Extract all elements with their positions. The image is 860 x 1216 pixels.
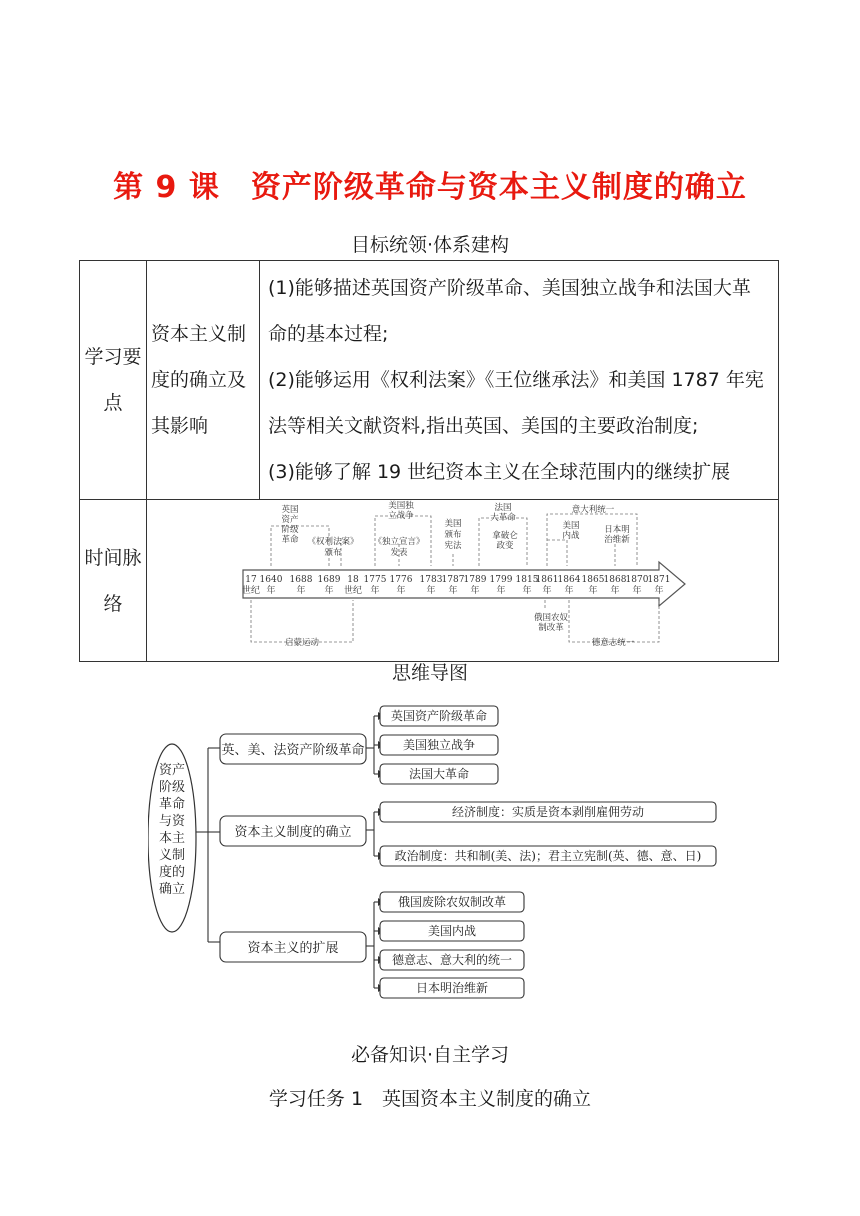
- event-bill-of-rights-0: 《权利法案》: [307, 537, 359, 547]
- timeline-tick-labels: [242, 575, 670, 596]
- event-russia-reform-1: 制改革: [538, 623, 564, 633]
- mindmap-root-line: 与资: [158, 814, 186, 829]
- key-points-content-line: 命的基本过程;: [268, 323, 389, 345]
- event-declaration-1: 发表: [390, 548, 408, 558]
- timeline-tick-year: 1815: [515, 575, 539, 585]
- key-points-label-line: 学习要: [84, 346, 142, 368]
- timeline-tick-year: 1871: [647, 575, 671, 585]
- timeline-tick-year: 1868: [603, 575, 627, 585]
- mindmap-leaf: 政治制度：共和制(美、法)；君主立宪制(英、德、意、日): [394, 849, 702, 863]
- key-points-label: [80, 261, 147, 500]
- event-us-constitution-0: 美国: [444, 519, 462, 529]
- event-english-revolution-1: 资产: [281, 515, 299, 525]
- key-points-topic-line: 资本主义制: [151, 323, 247, 345]
- timeline-tick-year: 1864: [557, 575, 581, 585]
- timeline-tick-year: 1865: [581, 575, 605, 585]
- goals-row-key-points: [80, 261, 779, 500]
- timeline-tick-unit: 年: [266, 586, 276, 596]
- timeline-events: [281, 500, 634, 648]
- timeline-tick-unit: 世纪: [343, 586, 363, 596]
- event-us-constitution-2: 宪法: [444, 541, 462, 551]
- mindmap-branch-revolutions: 英、美、法资产阶级革命: [221, 743, 365, 758]
- mindmap-branch-labels: [221, 742, 364, 956]
- event-us-civil-war-1: 内战: [562, 531, 580, 541]
- timeline-tick-unit: 年: [470, 586, 480, 596]
- timeline-tick-year: 1799: [489, 575, 513, 585]
- timeline-tick-year: 1870: [625, 575, 649, 585]
- lesson-title: 第 9 课 资产阶级革命与资本主义制度的确立: [113, 170, 747, 205]
- key-points-label-line: 点: [103, 392, 123, 414]
- goals-heading: 目标统领·体系建构: [350, 234, 510, 256]
- timeline-tick-unit: 年: [588, 586, 598, 596]
- mindmap-root-line: 资产: [158, 763, 186, 778]
- mindmap-root-line: 义制: [158, 848, 186, 863]
- mindmap-leaf: 英国资产阶级革命: [390, 709, 488, 723]
- mindmap-root-line: 革命: [158, 797, 186, 812]
- key-points-topic: [147, 261, 260, 500]
- event-meiji-1: 治维新: [604, 535, 630, 545]
- mindmap-diagram: [148, 700, 728, 1004]
- timeline-tick-unit: 年: [324, 586, 334, 596]
- timeline-cell: [147, 500, 779, 662]
- timeline-tick-unit: 年: [496, 586, 506, 596]
- timeline-tick-year: 17: [245, 575, 257, 585]
- mindmap-branch-expansion: 资本主义的扩展: [247, 941, 339, 956]
- timeline-tick-unit: 年: [296, 586, 306, 596]
- key-points-content-line: (2)能够运用《权利法案》《王位继承法》和美国 1787 年宪: [268, 369, 764, 391]
- knowledge-heading: 必备知识·自主学习: [350, 1044, 510, 1066]
- timeline-tick-unit: 年: [426, 586, 436, 596]
- mindmap-leaf: 经济制度：实质是资本剥削雇佣劳动: [451, 805, 645, 819]
- mindmap-leaf: 美国独立战争: [402, 738, 476, 752]
- event-enlightenment: 启蒙运动: [284, 638, 320, 648]
- timeline-label-line: 时间脉: [84, 546, 142, 569]
- event-english-revolution-3: 革命: [281, 535, 299, 545]
- timeline-tick-unit: 年: [542, 586, 552, 596]
- event-declaration-0: 《独立宣言》: [373, 537, 425, 547]
- event-french-revolution-1: 大革命: [490, 513, 516, 523]
- timeline-tick-unit: 年: [654, 586, 664, 596]
- timeline-tick-unit: 年: [522, 586, 532, 596]
- timeline-tick-unit: 世纪: [241, 586, 261, 596]
- mindmap-root-line: 本主: [158, 831, 186, 846]
- event-us-independence-1: 立战争: [388, 511, 414, 521]
- event-napoleon-0: 拿破仑: [492, 531, 518, 541]
- mindmap-root-line: 确立: [158, 882, 186, 897]
- timeline-label: [80, 500, 147, 662]
- mindmap-leaf: 俄国废除农奴制改革: [397, 895, 507, 909]
- event-english-revolution-0: 英国: [281, 505, 299, 515]
- key-points-topic-line: 度的确立及: [151, 369, 247, 391]
- event-napoleon-1: 政变: [496, 541, 514, 551]
- timeline-tick-year: 1787: [441, 575, 465, 585]
- mindmap-leaf: 美国内战: [427, 924, 477, 938]
- mindmap-leaf: 德意志、意大利的统一: [391, 953, 513, 967]
- event-italy-unification: 意大利统一: [571, 505, 615, 515]
- mindmap-leaf: 日本明治维新: [415, 981, 489, 995]
- timeline-tick-year: 1689: [317, 575, 341, 585]
- event-english-revolution-2: 阶级: [281, 525, 299, 535]
- timeline-tick-unit: 年: [610, 586, 620, 596]
- event-us-constitution-1: 颁布: [444, 530, 462, 540]
- timeline-tick-year: 1640: [259, 575, 283, 585]
- mindmap-leaf: 法国大革命: [408, 767, 470, 781]
- event-bill-of-rights-1: 颁布: [324, 548, 342, 558]
- event-french-revolution-0: 法国: [494, 503, 512, 513]
- mindmap-branch-establishment: 资本主义制度的确立: [234, 825, 352, 840]
- key-points-content-line: (1)能够描述英国资产阶级革命、美国独立战争和法国大革: [268, 277, 751, 299]
- timeline-label-line: 络: [103, 592, 123, 615]
- mindmap-branch-boxes: [220, 734, 366, 962]
- event-meiji-0: 日本明: [604, 525, 630, 535]
- timeline-tick-year: 18: [347, 575, 359, 585]
- timeline-tick-unit: 年: [396, 586, 406, 596]
- timeline-tick-year: 1776: [389, 575, 413, 585]
- key-points-topic-line: 其影响: [151, 415, 209, 437]
- timeline-tick-year: 1861: [535, 575, 559, 585]
- key-points-content: [260, 261, 779, 500]
- event-germany-unification: 德意志统一: [591, 638, 635, 648]
- timeline-tick-unit: 年: [564, 586, 574, 596]
- timeline-tick-year: 1688: [289, 575, 313, 585]
- event-russia-reform-0: 俄国农奴: [533, 613, 569, 623]
- timeline-tick-unit: 年: [448, 586, 458, 596]
- timeline-diagram: [147, 500, 779, 656]
- goals-table: [79, 260, 779, 662]
- timeline-tick-year: 1789: [463, 575, 487, 585]
- key-points-content-line: 法等相关文献资料,指出英国、美国的主要政治制度;: [268, 415, 699, 437]
- timeline-tick-year: 1783: [419, 575, 443, 585]
- mindmap-root-line: 阶级: [158, 780, 186, 795]
- event-us-civil-war-0: 美国: [562, 521, 580, 531]
- timeline-tick-year: 1775: [363, 575, 387, 585]
- task-heading: 学习任务 1 英国资本主义制度的确立: [268, 1088, 592, 1110]
- mindmap-heading: 思维导图: [391, 662, 468, 684]
- timeline-tick-unit: 年: [370, 586, 380, 596]
- goals-row-timeline: [80, 500, 779, 662]
- timeline-tick-unit: 年: [632, 586, 642, 596]
- mindmap-root-line: 度的: [158, 865, 186, 880]
- key-points-content-line: (3)能够了解 19 世纪资本主义在全球范围内的继续扩展: [268, 461, 731, 483]
- event-us-independence-0: 美国独: [388, 501, 414, 511]
